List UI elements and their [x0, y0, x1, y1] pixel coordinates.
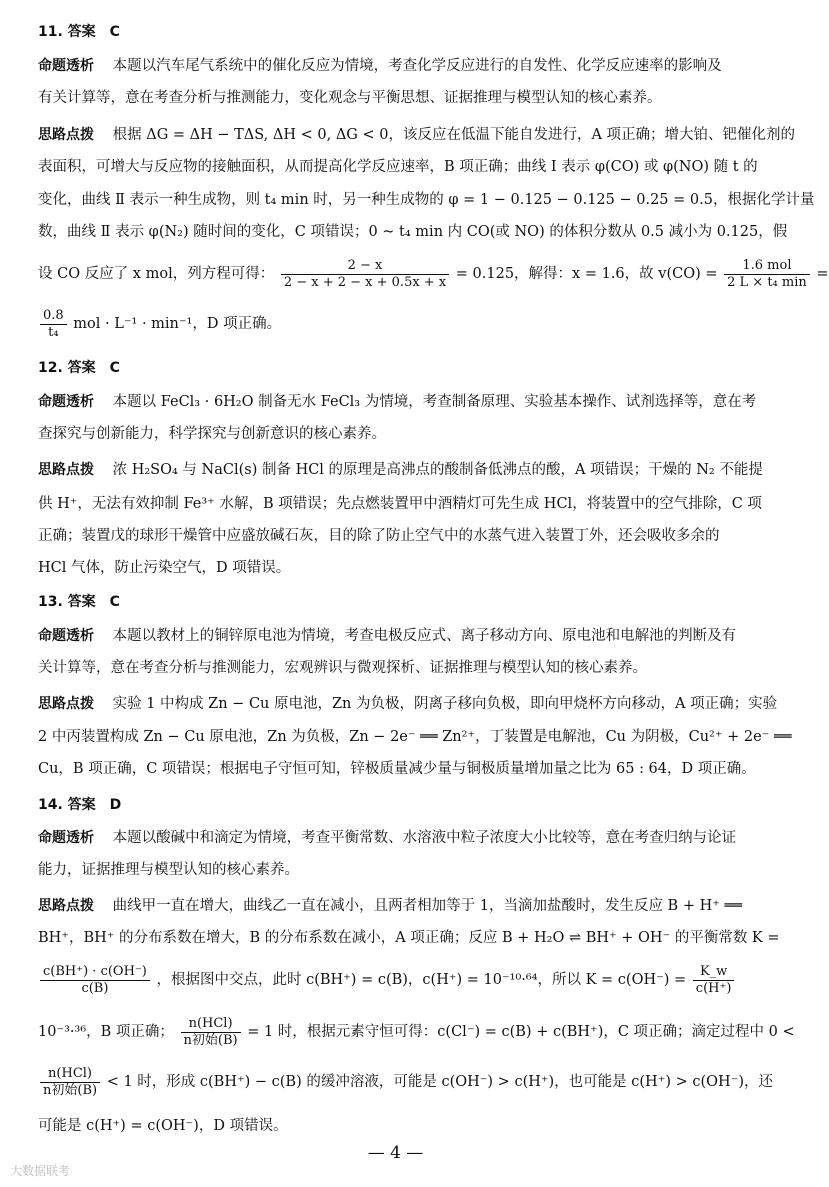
q14-tip-text-4b: = 1 时，根据元素守恒可得：c(Cl⁻) = c(B) + c(BH⁺)，C 项正确；滴定过程中 0 < — [247, 1024, 795, 1040]
q12-tip-line-1 — [38, 460, 767, 480]
page-number: — 4 — — [367, 1143, 424, 1163]
q13-intro-line-1 — [38, 626, 767, 646]
q13-tip-line-3: Cu，B 项正确，C 项错误；根据电子守恒可知，锌极质量减少量与铜极质量增加量之比为 65 : 64，D 项正确。 — [38, 761, 756, 777]
q11-tip-line-3: 变化，曲线 Ⅱ 表示一种生成物，则 t₄ min 时，另一种生成物的 φ = 1 − 0.125 − 0.125 − 0.25 = 0.5，根据化学计量 — [38, 192, 815, 208]
q11-fraction-2-denominator: 2 L × t₄ min — [727, 274, 807, 290]
q11-fraction-2 — [724, 258, 810, 291]
q12-tip-line-3: 正确；装置戊的球形干燥管中应盛放碱石灰，目的除了防止空气中的水蒸气进入装置丁外，还会吸收多余的 — [38, 528, 720, 544]
q13-tip-line-1 — [38, 694, 778, 714]
q11-answer-title: 11. 答案 C — [38, 24, 120, 40]
q14-fraction-4 — [40, 964, 150, 997]
q14-tip-line-1 — [38, 896, 767, 916]
q12-intro-line-1 — [38, 392, 767, 412]
q12-answer-title: 12. 答案 C — [38, 360, 120, 376]
q11-tip-line-2: 表面积，可增大与反应物的接触面积，从而提高化学反应速率，B 项正确；曲线 Ⅰ 表示 φ(CO) 或 φ(NO) 随 t 的 — [38, 159, 758, 175]
q11-tip-label: 思路点拨 — [38, 127, 94, 143]
q14-fraction-7-numerator: n(HCl) — [40, 1066, 100, 1083]
q13-tip-label: 思路点拨 — [38, 696, 94, 712]
q14-tip-line-5 — [38, 1064, 774, 1100]
q13-answer-title: 13. 答案 C — [38, 594, 120, 610]
q13-intro-text-1: 本题以教材上的铜锌原电池为情境，考查电极反应式、离子移动方向、原电池和电解池的判断及有 — [112, 628, 737, 644]
q11-intro-line-2: 有关计算等，意在考查分析与推测能力，变化观念与平衡思想、证据推理与模型认知的核心素养。 — [38, 90, 662, 106]
q14-fraction-5-numerator: K_w — [693, 964, 735, 981]
q14-tip-line-6: 可能是 c(H⁺) = c(OH⁻)，D 项错误。 — [38, 1118, 288, 1134]
q12-intro-line-2: 查探究与创新能力，科学探究与创新意识的核心素养。 — [38, 426, 386, 442]
q11-fraction-1 — [281, 258, 449, 291]
q14-fraction-7-denominator: n初始(B) — [43, 1082, 98, 1098]
q14-tip-text-3: ，根据图中交点，此时 c(BH⁺) = c(B)，c(H⁺) = 10⁻¹⁰·⁶⁴，所以 K = c(OH⁻) = — [156, 972, 687, 988]
q11-fraction-1-numerator: 2 − x — [281, 258, 449, 275]
q12-tip-text-1: 浓 H₂SO₄ 与 NaCl(s) 制备 HCl 的原理是高沸点的酸制备低沸点的酸，A 项错误；干燥的 N₂ 不能提 — [112, 462, 763, 478]
q14-fraction-6-denominator: n初始(B) — [183, 1032, 238, 1048]
q11-tip-text-5a: 设 CO 反应了 x mol，列方程可得： — [38, 266, 275, 282]
q11-tip-line-4: 数，曲线 Ⅱ 表示 φ(N₂) 随时间的变化，C 项错误；0 ~ t₄ min 内 CO(或 NO) 的体积分数从 0.5 减小为 0.125，假 — [38, 224, 788, 240]
q11-fraction-1-denominator: 2 − x + 2 − x + 0.5x + x — [283, 274, 447, 290]
q11-tip-line-5 — [38, 256, 829, 292]
q11-intro-label: 命题透析 — [38, 58, 94, 74]
q14-intro-line-2: 能力，证据推理与模型认知的核心素养。 — [38, 862, 299, 878]
q14-intro-line-1 — [38, 828, 767, 848]
q11-fraction-2-numerator: 1.6 mol — [724, 258, 810, 275]
q14-intro-text-1: 本题以酸碱中和滴定为情境，考查平衡常数、水溶液中粒子浓度大小比较等，意在考查归纳与论证 — [112, 830, 737, 846]
q12-tip-line-4: HCl 气体，防止污染空气，D 项错误。 — [38, 560, 291, 576]
q11-tip-text-5b: = 0.125，解得：x = 1.6，故 v(CO) = — [455, 266, 718, 282]
q14-fraction-6 — [181, 1016, 241, 1049]
q12-intro-text-1: 本题以 FeCl₃ · 6H₂O 制备无水 FeCl₃ 为情境，考查制备原理、实验基本操作、试剂选择等，意在考 — [112, 394, 757, 410]
watermark-logo: 大数据联考 — [10, 1164, 71, 1178]
q14-tip-text-1: 曲线甲一直在增大，曲线乙一直在减小，且两者相加等于 1，当滴加盐酸时，发生反应 B + H⁺ ══ — [112, 898, 742, 914]
q14-tip-line-3 — [38, 962, 767, 998]
q14-intro-label: 命题透析 — [38, 830, 94, 846]
q14-fraction-6-numerator: n(HCl) — [181, 1016, 241, 1033]
q11-fraction-3-denominator: t₄ — [48, 324, 59, 340]
q14-tip-text-5: < 1 时，形成 c(BH⁺) − c(B) 的缓冲溶液，可能是 c(OH⁻) > c(H⁺)，也可能是 c(H⁺) > c(OH⁻)，还 — [106, 1074, 774, 1090]
q14-tip-label: 思路点拨 — [38, 898, 94, 914]
q12-tip-line-2: 供 H⁺，无法有效抑制 Fe³⁺ 水解，B 项错误；先点燃装置甲中酒精灯可先生成 HCl，将装置中的空气排除，C 项 — [38, 496, 762, 512]
q12-intro-label: 命题透析 — [38, 394, 94, 410]
q14-fraction-5-denominator: c(H⁺) — [695, 980, 732, 996]
q11-tip-line-1 — [38, 125, 796, 145]
q14-fraction-5 — [693, 964, 735, 997]
q14-tip-line-4 — [38, 1014, 795, 1050]
q14-tip-line-2: BH⁺，BH⁺ 的分布系数在增大，B 的分布系数在减小，A 项正确；反应 B + H₂O ⇌ BH⁺ + OH⁻ 的平衡常数 K = — [38, 930, 780, 946]
q14-tip-text-4a: 10⁻³·³⁶，B 项正确； — [38, 1024, 174, 1040]
q14-fraction-7 — [40, 1066, 100, 1099]
q13-intro-label: 命题透析 — [38, 628, 94, 644]
q11-fraction-3 — [40, 308, 67, 341]
q12-tip-label: 思路点拨 — [38, 462, 94, 478]
q13-intro-line-2: 关计算等，意在考查分析与推测能力，宏观辨识与微观探析、证据推理与模型认知的核心素养。 — [38, 660, 647, 676]
q11-tip-line-6 — [38, 306, 767, 342]
q13-tip-text-1: 实验 1 中构成 Zn − Cu 原电池，Zn 为负极，阴离子移向负极，即向甲烧杯方向移动，A 项正确；实验 — [112, 696, 778, 712]
q14-answer-title: 14. 答案 D — [38, 797, 122, 813]
q11-intro-line-1 — [38, 56, 767, 76]
q11-tip-text-6: mol · L⁻¹ · min⁻¹，D 项正确。 — [73, 316, 282, 332]
q11-tip-text-5c: = — [816, 266, 829, 282]
q11-fraction-3-numerator: 0.8 — [40, 308, 67, 325]
q11-intro-text-1: 本题以汽车尾气系统中的催化反应为情境，考查化学反应进行的自发性、化学反应速率的影响及 — [112, 58, 722, 74]
q14-fraction-4-denominator: c(B) — [81, 980, 109, 996]
q14-fraction-4-numerator: c(BH⁺) · c(OH⁻) — [40, 964, 150, 981]
q11-tip-text-1: 根据 ΔG = ΔH − TΔS, ΔH < 0, ΔG < 0，该反应在低温下能自发进行，A 项正确；增大铂、钯催化剂的 — [112, 127, 796, 143]
q13-tip-line-2: 2 中丙装置构成 Zn − Cu 原电池，Zn 为负极，Zn − 2e⁻ ══ Zn²⁺，丁装置是电解池，Cu 为阴极，Cu²⁺ + 2e⁻ ══ — [38, 729, 792, 745]
